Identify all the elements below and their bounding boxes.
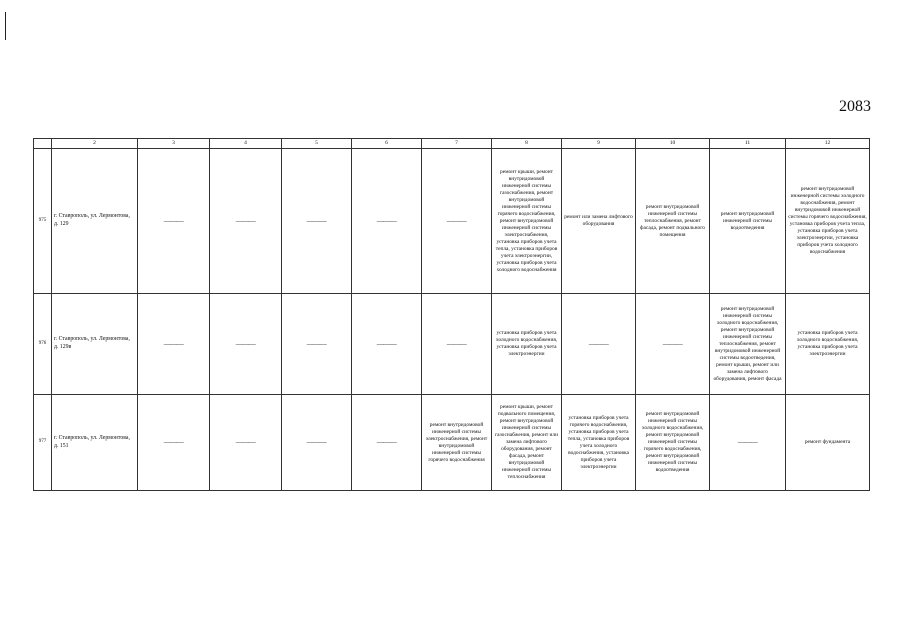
column-header: 7 bbox=[422, 139, 492, 149]
table-cell bbox=[710, 395, 786, 491]
address-cell: г. Ставрополь, ул. Лермонтова, д. 129 bbox=[52, 149, 138, 294]
table-cell: ремонт крыши, ремонт внутридомовой инженерной системы газоснабжения, ремонт внутридомовой инженерной системы горячего водоснабжения, ремонт внутридомовой инженерной системы электроснабжения, установка приборов учета тепла, установка приборов учета электроэнергии, установка приборов учета холодного водоснабжения bbox=[492, 149, 562, 294]
address-cell: г. Ставрополь, ул. Лермонтова, д. 151 bbox=[52, 395, 138, 491]
table-cell: ремонт внутридомовой инженерной системы теплоснабжения, ремонт фасада, ремонт подвального помещения bbox=[636, 149, 710, 294]
column-header: 5 bbox=[282, 139, 352, 149]
column-header: 10 bbox=[636, 139, 710, 149]
table-cell bbox=[282, 149, 352, 294]
table-cell bbox=[352, 294, 422, 395]
row-number: 977 bbox=[34, 395, 52, 491]
page-number: 2083 bbox=[839, 98, 871, 115]
dash-mark: ——— bbox=[306, 216, 327, 225]
column-header: 12 bbox=[786, 139, 870, 149]
dash-mark: ——— bbox=[376, 339, 397, 348]
table-cell bbox=[352, 149, 422, 294]
table-cell bbox=[562, 294, 636, 395]
dash-mark: ——— bbox=[235, 216, 256, 225]
table-cell: ремонт внутридомовой инженерной системы холодного водоснабжения, ремонт внутридомовой инженерной системы горячего водоснабжения, ремонт внутридомовой инженерной системы водоотведения bbox=[636, 395, 710, 491]
column-header: 8 bbox=[492, 139, 562, 149]
column-header: 6 bbox=[352, 139, 422, 149]
table-cell: установка приборов учета горячего водоснабжения, установка приборов учета тепла, установка приборов учета холодного водоснабжения, установка приборов учета электроэнергии bbox=[562, 395, 636, 491]
table-cell: ремонт внутридомовой инженерной системы водоотведения bbox=[710, 149, 786, 294]
table-cell: установка приборов учета холодного водоснабжения, установка приборов учета электроэнергии bbox=[786, 294, 870, 395]
table-cell bbox=[138, 395, 210, 491]
column-header: 3 bbox=[138, 139, 210, 149]
table-cell: ремонт или замена лифтового оборудования bbox=[562, 149, 636, 294]
dash-mark: ——— bbox=[235, 339, 256, 348]
column-header: 2 bbox=[52, 139, 138, 149]
column-header bbox=[34, 139, 52, 149]
table-cell bbox=[210, 395, 282, 491]
table-cell bbox=[138, 149, 210, 294]
table-cell: ремонт внутридомовой инженерной системы электроснабжения, ремонт внутридомовой инженерной системы горячего водоснабжения bbox=[422, 395, 492, 491]
table-cell bbox=[282, 294, 352, 395]
dash-mark: ——— bbox=[446, 216, 467, 225]
repair-schedule-table bbox=[33, 138, 870, 491]
dash-mark: ——— bbox=[163, 438, 184, 447]
column-header: 9 bbox=[562, 139, 636, 149]
dash-mark: ——— bbox=[446, 339, 467, 348]
table-cell: ремонт крыши, ремонт подвального помещения, ремонт внутридомовой инженерной системы газоснабжения, ремонт или замена лифтового оборудования, ремонт фасада, ремонт внутридомовой инженерной системы теплоснабжения bbox=[492, 395, 562, 491]
column-header: 11 bbox=[710, 139, 786, 149]
dash-mark: ——— bbox=[737, 438, 758, 447]
dash-mark: ——— bbox=[662, 339, 683, 348]
table-cell bbox=[352, 395, 422, 491]
page-edge-mark bbox=[5, 12, 6, 40]
dash-mark: ——— bbox=[235, 438, 256, 447]
dash-mark: ——— bbox=[163, 339, 184, 348]
table-cell bbox=[422, 294, 492, 395]
row-number: 975 bbox=[34, 149, 52, 294]
table-cell: ремонт внутридомовой инженерной системы холодного водоснабжения, ремонт внутридомовой инженерной системы горячего водоснабжения, установка приборов учета тепла, установка приборов учета электроэнергии, установка приборов учета холодного водоснабжения bbox=[786, 149, 870, 294]
column-header-row bbox=[34, 139, 870, 149]
address-cell: г. Ставрополь, ул. Лермонтова, д. 129в bbox=[52, 294, 138, 395]
dash-mark: ——— bbox=[306, 438, 327, 447]
dash-mark: ——— bbox=[306, 339, 327, 348]
table-cell bbox=[636, 294, 710, 395]
table-cell bbox=[138, 294, 210, 395]
dash-mark: ——— bbox=[163, 216, 184, 225]
table-cell: установка приборов учета холодного водоснабжения, установка приборов учета электроэнергии bbox=[492, 294, 562, 395]
table-row bbox=[34, 149, 870, 294]
column-header: 4 bbox=[210, 139, 282, 149]
row-number: 976 bbox=[34, 294, 52, 395]
table-row bbox=[34, 395, 870, 491]
table-cell bbox=[210, 294, 282, 395]
dash-mark: ——— bbox=[376, 438, 397, 447]
dash-mark: ——— bbox=[376, 216, 397, 225]
table-row bbox=[34, 294, 870, 395]
table-cell: ремонт внутридомовой инженерной системы холодного водоснабжения, ремонт внутридомовой инженерной системы теплоснабжения, ремонт внутридомовой инженерной системы водоотведения, ремонт крыши, ремонт или замена лифтового оборудования, ремонт фасада bbox=[710, 294, 786, 395]
table-cell: ремонт фундамента bbox=[786, 395, 870, 491]
table-cell bbox=[422, 149, 492, 294]
dash-mark: ——— bbox=[588, 339, 609, 348]
table-cell bbox=[282, 395, 352, 491]
table-cell bbox=[210, 149, 282, 294]
